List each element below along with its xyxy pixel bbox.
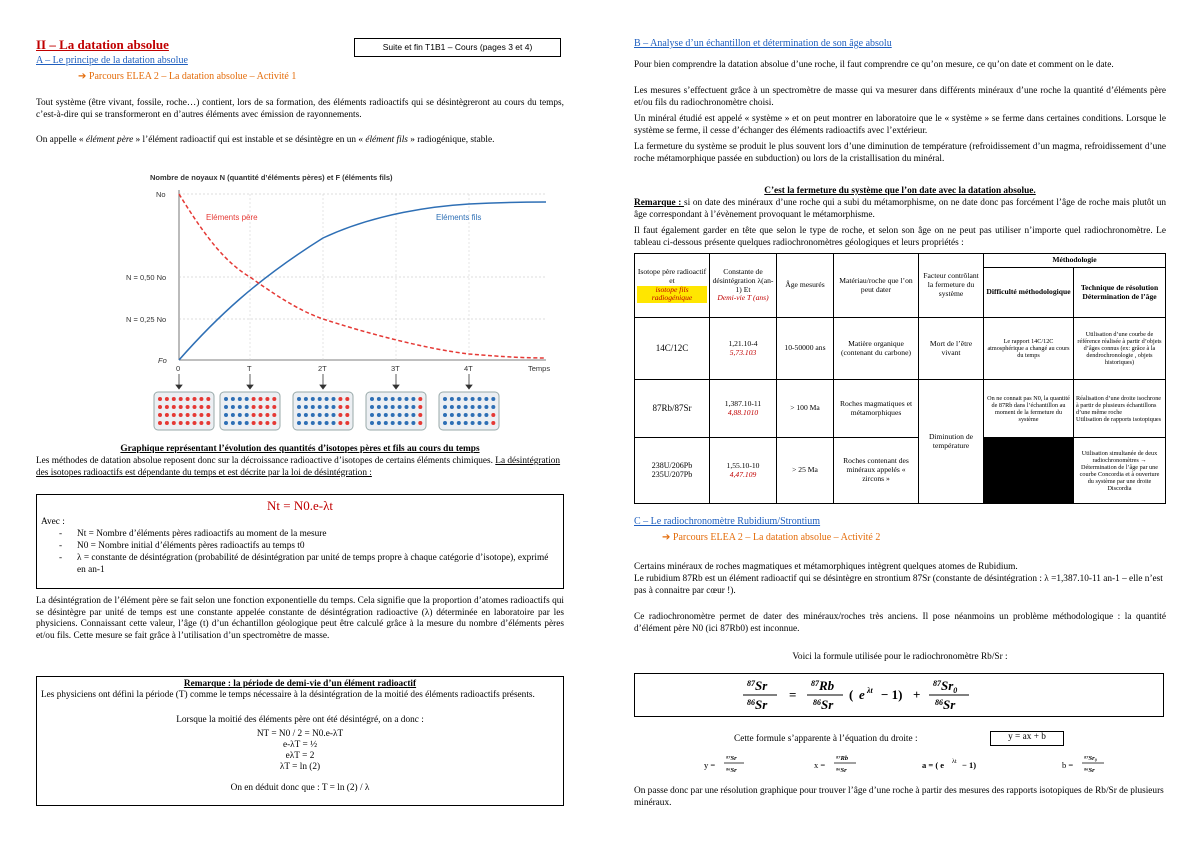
sample-dot xyxy=(384,397,388,401)
c-line-equation-intro: Cette formule s’apparente à l’équation du droite : xyxy=(734,734,918,744)
sample-dot xyxy=(199,413,203,417)
parcours-link-1[interactable]: ➔ Parcours ELEA 2 – La datation absolue – Activité 1 xyxy=(78,71,297,82)
sample-dot xyxy=(272,413,276,417)
sample-dot xyxy=(193,397,197,401)
sample-box xyxy=(293,392,353,430)
sample-dot xyxy=(384,405,388,409)
sample-dot xyxy=(377,421,381,425)
bullet-1: - xyxy=(59,529,63,539)
sample-dot xyxy=(172,397,176,401)
sample-dot xyxy=(265,405,269,409)
x-label-t: T xyxy=(247,364,252,373)
sample-dot xyxy=(405,405,409,409)
sample-dot xyxy=(443,413,447,417)
sample-dot xyxy=(297,405,301,409)
sample-dot xyxy=(238,413,242,417)
sample-dot xyxy=(206,397,210,401)
sample-dot xyxy=(206,413,210,417)
sample-dot xyxy=(370,405,374,409)
sample-dot xyxy=(491,421,495,425)
sample-dot xyxy=(304,421,308,425)
svg-text:⁸⁷Sr₀: ⁸⁷Sr₀ xyxy=(1084,755,1097,762)
c-paragraph-final: On passe donc par une résolution graphique pour trouver l’âge d’une roche à partir des mesures des rapports isotopiques de Rb/Sr de plusieurs minéraux. xyxy=(634,786,1164,808)
svg-text:87Sr: $^{87}$Sr xyxy=(747,678,768,693)
sample-dot xyxy=(398,421,402,425)
eq-period: On en déduit donc que : T = ln (2) / λ xyxy=(230,783,370,793)
eq-two: eλT = 2 xyxy=(285,751,315,761)
sample-dot xyxy=(158,421,162,425)
r1-factor: Mort de l’être vivant xyxy=(919,318,984,380)
radiochronometer-table xyxy=(634,253,1166,504)
sample-dot xyxy=(158,405,162,409)
x-label-3t: 3T xyxy=(391,364,400,373)
section-b-heading: B – Analyse d’un échantillon et détermination de son âge absolu xyxy=(634,38,892,49)
sample-dot xyxy=(338,397,342,401)
sample-dot xyxy=(332,421,336,425)
sample-dot xyxy=(464,421,468,425)
svg-text:x =: x = xyxy=(814,760,826,770)
r3-difficulty-empty xyxy=(984,438,1074,504)
y-label-half: N = 0,50 No xyxy=(126,273,167,282)
sample-dot xyxy=(165,413,169,417)
sample-dot xyxy=(391,397,395,401)
sample-dot xyxy=(158,413,162,417)
sample-box xyxy=(439,392,499,430)
sample-dot xyxy=(464,413,468,417)
sample-dot xyxy=(224,413,228,417)
th-constant: Constante de désintégration λ(an-1) Et Demi-vie T (ans) xyxy=(710,254,777,318)
sample-dot xyxy=(345,397,349,401)
def-nt: Nt = Nombre d’éléments pères radioactifs au moment de la mesure xyxy=(77,529,327,539)
r3-age: > 25 Ma xyxy=(777,438,834,504)
sample-dot xyxy=(186,421,190,425)
sample-dot xyxy=(252,405,256,409)
half-life-def: Les physiciens ont défini la période (T) comme le temps nécessaire à la désintégration de la moitié des éléments radioactifs présents. xyxy=(41,690,535,700)
sample-dot xyxy=(259,397,263,401)
sample-dot xyxy=(338,421,342,425)
r2-technique xyxy=(1074,380,1166,438)
th-age: Âge mesurés xyxy=(777,254,834,318)
y-label-fo: Fo xyxy=(158,356,167,365)
sample-dot xyxy=(398,413,402,417)
sample-dot xyxy=(478,397,482,401)
sample-dot xyxy=(391,421,395,425)
sample-dot xyxy=(259,405,263,409)
r1-technique: Utilisation d’une courbe de référence réalisée à partir d’objets d’âges connus (ex: grâce à la dendrochronologie , objets historiques) xyxy=(1074,318,1166,380)
svg-text:⁸⁶Sr: ⁸⁶Sr xyxy=(1084,767,1095,774)
sample-dot xyxy=(478,421,482,425)
sample-dot xyxy=(311,413,315,417)
sample-dot xyxy=(484,397,488,401)
sample-dot xyxy=(384,421,388,425)
sample-dot xyxy=(338,413,342,417)
bullet-3: - xyxy=(59,553,63,563)
sample-dot xyxy=(450,397,454,401)
sample-dot xyxy=(193,405,197,409)
sample-dot xyxy=(418,397,422,401)
r2-technique-2: Utilisation de rapports isotopiques xyxy=(1076,415,1162,423)
sample-dot xyxy=(193,413,197,417)
legend-pere: Eléments père xyxy=(206,213,258,222)
sample-dot xyxy=(186,405,190,409)
svg-text:87Sr0: $^{87}Sr_0$ xyxy=(933,678,958,695)
sample-dot xyxy=(370,413,374,417)
th-isotope: Isotope père radioactif et isotope fils radiogénique xyxy=(635,254,710,318)
b-remark: Remarque : si on date des minéraux d’une roche qui a subi du métamorphisme, on ne date donc pas forcément l’âge de roche mais plutôt un âge correspondant à l’évènement provoquant le métamorphisme. xyxy=(634,198,1167,220)
sample-box xyxy=(366,392,426,430)
r1-isotope: 14C/12C xyxy=(635,318,710,380)
sample-dot xyxy=(224,421,228,425)
sample-dot xyxy=(471,421,475,425)
sample-dot xyxy=(325,405,329,409)
sample-dot xyxy=(265,397,269,401)
sample-dot xyxy=(186,397,190,401)
sample-dot xyxy=(464,397,468,401)
sample-dot xyxy=(398,397,402,401)
sample-dot xyxy=(418,421,422,425)
definition-paragraph: On appelle « élément père » l’élément radioactif qui est instable et se désintègre en un « élément fils » radiogénique, stable. xyxy=(36,135,495,145)
sample-dot xyxy=(411,421,415,425)
sample-dot xyxy=(405,397,409,401)
sample-dot xyxy=(464,405,468,409)
sample-dot xyxy=(179,405,183,409)
b-paragraph-5: Il faut également garder en tête que selon le type de roche, et selon son âge on ne peut pas utiliser n’importe quel radiochronomètre. Le tableau ci-dessous présente quelques radiochronomètres géologiques et leurs propriétés : xyxy=(634,226,1166,248)
r1-age: 10-50000 ans xyxy=(777,318,834,380)
sample-dot xyxy=(443,397,447,401)
sample-box xyxy=(220,392,280,430)
sample-dot xyxy=(338,405,342,409)
sample-dot xyxy=(405,421,409,425)
c-formula-intro: Voici la formule utilisée pour le radiochronomètre Rb/Sr : xyxy=(792,652,1008,662)
sample-dot xyxy=(450,421,454,425)
sample-dot xyxy=(332,397,336,401)
sample-dot xyxy=(179,421,183,425)
sample-dot xyxy=(265,421,269,425)
sample-dot xyxy=(297,421,301,425)
sample-dot xyxy=(311,421,315,425)
sample-dot xyxy=(245,421,249,425)
sample-dot xyxy=(231,397,235,401)
th-difficulty: Difficulté méthodologique xyxy=(984,268,1074,318)
sample-dot xyxy=(199,405,203,409)
sample-dot xyxy=(231,421,235,425)
r2-isotope: 87Rb/87Sr xyxy=(635,380,710,438)
svg-text:+: + xyxy=(913,687,921,702)
legend-fils: Eléments fils xyxy=(436,213,482,222)
b-key-sentence: C’est la fermeture du système que l’on date avec la datation absolue. xyxy=(764,186,1036,196)
sample-dot xyxy=(418,413,422,417)
sample-dot xyxy=(318,405,322,409)
r1-constant: 1,21.10-4 5,73.103 xyxy=(710,318,777,380)
intro-paragraph: Tout système (être vivant, fossile, roche…) contient, lors de sa formation, des éléments radioactifs qui se désintègreront au cours du temps, c’est-à-dire qui se transformeront en d’autres éléments avec émission de rayonnements. xyxy=(36,98,564,120)
sample-dot xyxy=(332,413,336,417)
sample-dot xyxy=(172,405,176,409)
sample-dot xyxy=(297,413,301,417)
svg-text:87Rb: $^{87}$Rb xyxy=(811,678,835,693)
sample-dot xyxy=(206,421,210,425)
exponential-paragraph: La désintégration de l’élément père se fait selon une fonction exponentielle du temps. Cela signifie que la proportion d’atomes radioactifs qui se désintègre par unité de temps est une constante appelée constante de désintégration radioactive (λ) déterminée en laboratoire par les physiciens. Connaissant cette valeur, l’âge (t) d’un échantillon géologique peut être calculé grâce à la mesure du nombre d’éléments pères et/ou fils. Cette mesure se fait grâce à l’utilisation d’un spectromètre de masse. xyxy=(36,596,564,641)
b-paragraph-2: Les mesures s’effectuent grâce à un spectromètre de masse qui va mesurer dans différents minéraux d’une roche la quantité d’éléments père et/ou fils du radiochronomètre choisi. xyxy=(634,86,1166,108)
sample-dot xyxy=(179,397,183,401)
svg-text:⁸⁶Sr: ⁸⁶Sr xyxy=(836,767,847,774)
sample-dot xyxy=(411,397,415,401)
sample-dot xyxy=(370,421,374,425)
y-label-quarter: N = 0,25 No xyxy=(126,315,167,324)
sample-dot xyxy=(311,397,315,401)
svg-text:⁸⁷Sr: ⁸⁷Sr xyxy=(726,755,737,762)
avec-label: Avec : xyxy=(41,517,65,527)
svg-text:(: ( xyxy=(849,687,854,702)
sample-dot xyxy=(345,405,349,409)
sample-dot xyxy=(158,397,162,401)
r2-technique-1: Réalisation d’une droite isochrone à partir de plusieurs échantillons d’une même roche xyxy=(1076,394,1162,416)
rbsr-formula xyxy=(635,674,1163,716)
sample-dot xyxy=(165,405,169,409)
sample-dot xyxy=(484,413,488,417)
sample-dot xyxy=(165,397,169,401)
sample-dot xyxy=(252,397,256,401)
svg-text:λt: λt xyxy=(867,686,873,695)
th-factor: Facteur contrôlant la fermeture du système xyxy=(919,254,984,318)
sample-dot xyxy=(318,413,322,417)
sample-dot xyxy=(199,421,203,425)
th-material: Matériau/roche que l’on peut dater xyxy=(834,254,919,318)
sample-dot xyxy=(272,421,276,425)
sample-dot xyxy=(478,405,482,409)
sample-dot xyxy=(391,405,395,409)
sample-dot xyxy=(238,405,242,409)
sample-dot xyxy=(325,413,329,417)
svg-text:λt: λt xyxy=(952,759,957,765)
sample-dot xyxy=(165,421,169,425)
c-paragraph-2: Le rubidium 87Rb est un élément radioactif qui se désintègre en strontium 87Sr (constante de désintégration : λ =1,387.10-11 an-1 – elle n’est pas à connaitre par cœur !). xyxy=(634,574,1163,596)
sample-dot xyxy=(491,397,495,401)
sample-dot xyxy=(311,405,315,409)
sample-dot xyxy=(471,413,475,417)
eq-nt: NT = N0 / 2 = N0.e-λT xyxy=(256,729,344,739)
sample-boxes xyxy=(154,392,499,430)
sample-dot xyxy=(370,397,374,401)
sample-dot xyxy=(345,421,349,425)
b-paragraph-4: La fermeture du système se produit le plus souvent lors d’une diminution de température (refroidissement d’un magma, refroidissement d’une roche métamorphique passée en subduction) ou lors de la cristallisation du minéral. xyxy=(634,142,1166,164)
svg-text:e: e xyxy=(859,687,865,702)
law-box xyxy=(36,494,564,589)
sample-dot xyxy=(272,397,276,401)
sample-dot xyxy=(272,405,276,409)
half-life-title: Remarque : la période de demi-vie d’un élément radioactif xyxy=(183,679,417,689)
sample-dot xyxy=(318,421,322,425)
sample-dot xyxy=(259,421,263,425)
section-c-heading: C – Le radiochronomètre Rubidium/Strontium xyxy=(634,516,821,527)
sample-dot xyxy=(193,421,197,425)
chart-title: Nombre de noyaux N (quantité d’éléments pères) et F (éléments fils) xyxy=(150,173,393,182)
sample-dot xyxy=(345,413,349,417)
sample-dot xyxy=(318,397,322,401)
sample-dot xyxy=(457,405,461,409)
sample-dot xyxy=(411,413,415,417)
sample-dot xyxy=(245,397,249,401)
sample-dot xyxy=(384,413,388,417)
sample-dot xyxy=(418,405,422,409)
sample-dot xyxy=(443,421,447,425)
r3-technique: Utilisation simultanée de deux radiochronomètres → Détermination de l’âge par une courbe Concordia et à ouverture du système par une droite Discordia xyxy=(1074,438,1166,504)
b-paragraph-3: Un minéral étudié est appelé « système » et on peut montrer en laboratoire que le « système » se ferme dans certaines conditions. Lorsque le système se ferme, il cesse d’échanger des éléments radioactifs avec l’extérieur. xyxy=(634,114,1166,136)
sample-dot xyxy=(450,413,454,417)
svg-text:− 1): − 1) xyxy=(962,760,977,770)
svg-text:86Sr: $^{86}$Sr xyxy=(813,697,834,712)
section-a-heading: A – Le principe de la datation absolue xyxy=(36,55,188,66)
svg-text:a = ( e: a = ( e xyxy=(922,760,945,770)
r2-material: Roches magmatiques et métamorphiques xyxy=(834,380,919,438)
sample-dot xyxy=(484,405,488,409)
r2-constant: 1,387.10-11 4,88.1010 xyxy=(710,380,777,438)
page-title: II – La datation absolue xyxy=(36,37,169,52)
r2-factor: Diminution de température xyxy=(919,380,984,504)
sample-dot xyxy=(411,405,415,409)
sample-dot xyxy=(224,397,228,401)
sample-dot xyxy=(471,405,475,409)
sample-dot xyxy=(398,405,402,409)
sample-dot xyxy=(179,413,183,417)
sample-dot xyxy=(377,397,381,401)
rbsr-formula-box xyxy=(634,673,1164,717)
decay-law-formula: Nt = N0.e-λt xyxy=(267,498,333,513)
sample-dot xyxy=(259,413,263,417)
sample-dot xyxy=(484,421,488,425)
sample-dot xyxy=(377,405,381,409)
sample-dot xyxy=(199,397,203,401)
r3-constant: 1,55.10-10 4,47.109 xyxy=(710,438,777,504)
svg-text:y =: y = xyxy=(704,760,716,770)
bullet-2: - xyxy=(59,541,63,551)
sample-dot xyxy=(332,405,336,409)
sample-dot xyxy=(231,405,235,409)
svg-text:⁸⁷Rb: ⁸⁷Rb xyxy=(836,755,849,762)
sample-dot xyxy=(238,397,242,401)
sample-dot xyxy=(172,413,176,417)
decay-chart xyxy=(106,168,556,438)
laws-paragraph: Les méthodes de datation absolue reposent donc sur la décroissance radioactive d’isotopes de certains éléments chimiques. La désintégration des isotopes radioactifs est dépendante du temps et est décrite par la loi de désintégration : xyxy=(36,456,561,478)
sample-dot xyxy=(491,413,495,417)
r1-difficulty: Le rapport 14C/12C atmosphérique a changé au cours du temps xyxy=(984,318,1074,380)
svg-text:⁸⁶Sr: ⁸⁶Sr xyxy=(726,767,737,774)
def-lambda: λ = constante de désintégration (probabilité de désintégration par unité de temps propre à chaque catégorie d’isotope), exprimé en an-1 xyxy=(77,553,549,575)
chart-caption: Graphique représentant l’évolution des quantités d’isotopes pères et fils au cours du temps xyxy=(120,444,480,454)
sample-dot xyxy=(186,413,190,417)
th-technique: Technique de résolution Détermination de l’âge xyxy=(1074,268,1166,318)
r1-material: Matière organique (contenant du carbone) xyxy=(834,318,919,380)
y-label-no: No xyxy=(156,190,166,199)
x-label-4t: 4T xyxy=(464,364,473,373)
sample-dot xyxy=(405,413,409,417)
sample-dot xyxy=(391,413,395,417)
sample-dot xyxy=(245,405,249,409)
sample-dot xyxy=(491,405,495,409)
sample-dot xyxy=(478,413,482,417)
sample-dot xyxy=(231,413,235,417)
sample-dot xyxy=(457,413,461,417)
sample-dot xyxy=(206,405,210,409)
c-paragraph-1: Certains minéraux de roches magmatiques et métamorphiques intègrent quelques atomes de Rubidium. xyxy=(634,562,1018,572)
x-label-temps: Temps xyxy=(528,364,551,373)
r3-isotope: 238U/206Pb 235U/207Pb xyxy=(635,438,710,504)
sample-dot xyxy=(304,397,308,401)
sample-dot xyxy=(471,397,475,401)
identification-equations xyxy=(704,750,1154,780)
c-paragraph-3: Ce radiochronomètre permet de dater des minéraux/roches très anciens. Il pose néanmoins un problème méthodologique : la quantité d’élément père N0 (ici 87Rb0) est inconnue. xyxy=(634,612,1166,634)
half-life-box xyxy=(36,676,564,806)
svg-text:86Sr: $^{86}$Sr xyxy=(747,697,768,712)
sample-box xyxy=(154,392,214,430)
sample-dot xyxy=(325,397,329,401)
eq-ln2: λT = ln (2) xyxy=(279,762,321,772)
sample-dot xyxy=(238,421,242,425)
eq-half: e-λT = ½ xyxy=(282,740,318,750)
r2-age: > 100 Ma xyxy=(777,380,834,438)
x-label-2t: 2T xyxy=(318,364,327,373)
sample-dot xyxy=(377,413,381,417)
svg-text:=: = xyxy=(789,687,797,702)
parcours-link-2[interactable]: ➔ Parcours ELEA 2 – La datation absolue – Activité 2 xyxy=(662,532,881,543)
sample-dot xyxy=(224,405,228,409)
sample-dot xyxy=(245,413,249,417)
sample-dot xyxy=(304,405,308,409)
curve-fils xyxy=(179,202,546,360)
sample-dot xyxy=(265,413,269,417)
sample-dot xyxy=(450,405,454,409)
sample-dot xyxy=(325,421,329,425)
svg-text:86Sr: $^{86}$Sr xyxy=(935,697,956,712)
sample-dot xyxy=(457,421,461,425)
sample-dot xyxy=(252,421,256,425)
r3-material: Roches contenant des minéraux appelés « zircons » xyxy=(834,438,919,504)
th-methodology: Méthodologie xyxy=(984,254,1166,268)
b-paragraph-1: Pour bien comprendre la datation absolue d’une roche, il faut comprendre ce qu’on mesure, ce qu’on date et comment on le date. xyxy=(634,60,1114,70)
def-n0: N0 = Nombre initial d’éléments pères radioactifs au temps t0 xyxy=(77,541,305,551)
x-label-0: 0 xyxy=(176,364,181,373)
time-arrows xyxy=(176,374,472,389)
sample-dot xyxy=(304,413,308,417)
sample-dot xyxy=(172,421,176,425)
sample-dot xyxy=(443,405,447,409)
sample-dot xyxy=(252,413,256,417)
line-equation: y = ax + b xyxy=(990,731,1064,746)
svg-text:− 1): − 1) xyxy=(881,687,903,702)
r2-difficulty: On ne connait pas N0, la quantité de 87Rb dans l’échantillon au moment de la fermeture du système xyxy=(984,380,1074,438)
sample-dot xyxy=(297,397,301,401)
course-tag: Suite et fin T1B1 – Cours (pages 3 et 4) xyxy=(354,38,561,57)
half-life-intro: Lorsque la moitié des éléments père ont été désintégré, on a donc : xyxy=(176,715,424,725)
svg-text:b =: b = xyxy=(1062,760,1074,770)
sample-dot xyxy=(457,397,461,401)
